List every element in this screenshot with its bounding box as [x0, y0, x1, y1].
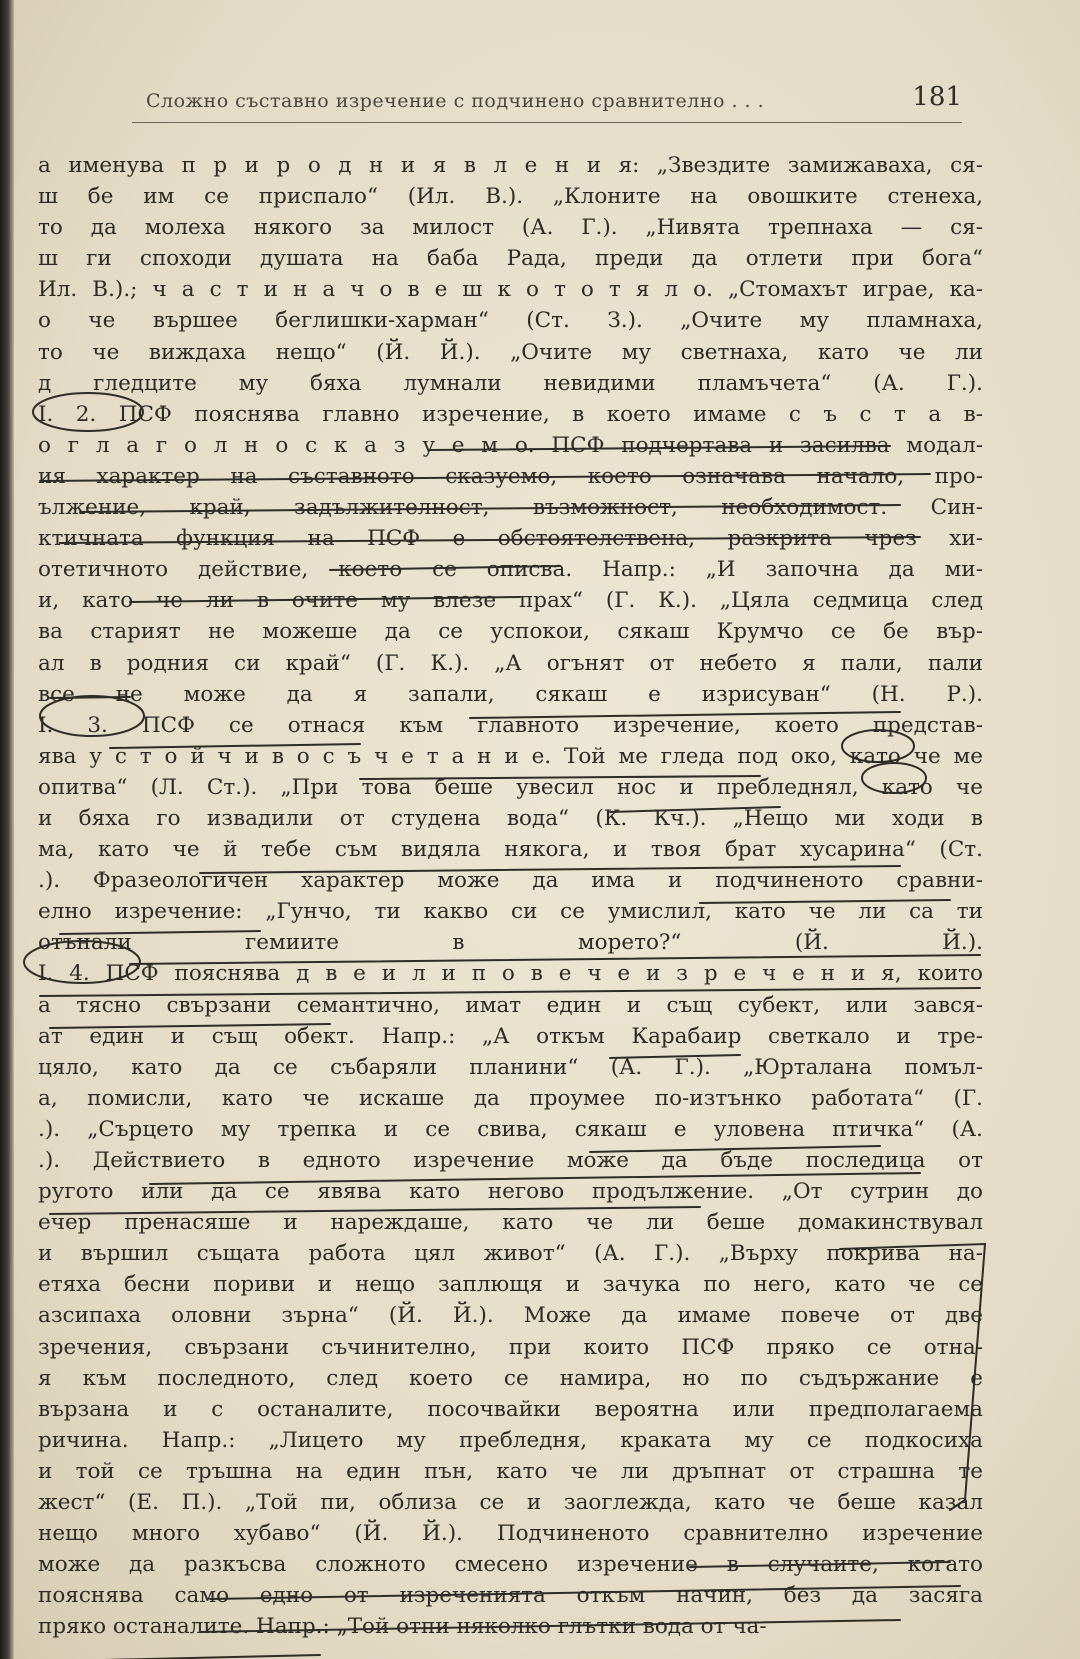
text-line: а тясно свързани семантично, имат един и същ субект, или зався- — [38, 992, 983, 1018]
text-line: I. 3. ПСФ се отнася към главното изречение, което представ- — [38, 712, 983, 738]
text-line: а, помисли, като че искаше да проумее по-изтънко работата“ (Г. — [38, 1085, 983, 1111]
text-line: все не може да я запали, сякаш е изрисуван“ (Н. Р.). — [38, 681, 983, 707]
text-line: ява у с т о й ч и в о с ъ ч е т а н и е. Той ме гледа под око, като че ме — [38, 743, 983, 769]
text-line: нещо много хубаво“ (Й. Й.). Подчиненото сравнително изречение — [38, 1521, 983, 1547]
text-line: I. 2. ПСФ пояснява главно изречение, в което имаме с ъ с т а в- — [38, 401, 983, 427]
text-line: етяха бесни пориви и нещо заплющя и зачука по него, като че се — [38, 1272, 983, 1298]
text-line: пряко останалите. Напр.: „Той отпи няколко глътки вода от ча- — [38, 1614, 767, 1640]
text-line: и вършил същата работа цял живот“ (А. Г.). „Върху покрива на- — [38, 1241, 983, 1267]
text-line: азсипаха оловни зърна“ (Й. Й.). Може да имаме повече от две — [38, 1303, 983, 1329]
text-line: Ил. В.).; ч а с т и н а ч о в е ш к о т о т я л о. „Стомахът играе, ка- — [38, 277, 983, 303]
text-line: я към последното, след което се намира, но по съдържание е — [38, 1365, 983, 1391]
text-line: ш ги споходи душата на баба Рада, преди да отлети при бога“ — [38, 246, 983, 272]
book-binding-shadow — [0, 0, 14, 1659]
text-line: и той се тръшна на един пън, като че ли дръпнат от страшна те — [38, 1458, 983, 1484]
text-line: вързана и с останалите, посочвайки вероятна или предполагаема — [38, 1396, 983, 1422]
text-line: ктичната функция на ПСФ е обстоятелствена, разкрита чрез хи- — [38, 526, 983, 552]
text-line: ругото или да се явява като негово продължение. „От сутрин до — [38, 1179, 983, 1205]
text-line: елно изречение: „Гунчо, ти какво си се умислил, като че ли са ти — [38, 899, 983, 925]
text-line: пояснява само едно от изреченията откъм начин, без да засяга — [38, 1583, 983, 1609]
running-title: Сложно съставно изречение с подчинено сравнително . . . — [146, 90, 765, 112]
body-text — [38, 150, 983, 1643]
text-line: цяло, като да се събаряли планини“ (А. Г.). „Юрталана помъл- — [38, 1054, 983, 1080]
text-line: ш бе им се приспало“ (Ил. В.). „Клоните на овошките стенеха, — [38, 184, 983, 210]
text-line: ечер пренасяше и нареждаше, като че ли беше домакинствувал — [38, 1210, 983, 1236]
text-line: I. 4. ПСФ пояснява д в е и л и п о в е ч е и з р е ч е н и я, които — [38, 961, 983, 987]
text-line: ължение, край, задължителност, възможност, необходимост. Син- — [38, 495, 983, 521]
text-line: д гледците му бяха лумнали невидими пламъчета“ (А. Г.). — [38, 370, 983, 396]
text-line: ва старият не можеше да се успокои, сякаш Крумчо се бе вър- — [38, 619, 983, 645]
text-line: о г л а г о л н о с к а з у е м о. ПСФ подчертава и засилва модал- — [38, 432, 983, 458]
text-line: отетичното действие, което се описва. Напр.: „И започна да ми- — [38, 557, 983, 583]
text-line: ия характер на съставното сказуемо, което означава начало, про- — [38, 463, 983, 489]
text-line: то че виждаха нещо“ (Й. Й.). „Очите му светнаха, като че ли — [38, 339, 983, 365]
text-line: отънали гемиите в морето?“ (Й. Й.). — [38, 930, 983, 956]
text-line: о че вършее беглишки-харман“ (Ст. З.). „Очите му пламнаха, — [38, 308, 983, 334]
text-line: ат един и същ обект. Напр.: „А откъм Карабаир светкало и тре- — [38, 1023, 983, 1049]
text-line: ма, като че й тебе съм видяла някога, и твоя брат хусарина“ (Ст. — [38, 837, 983, 863]
text-line: .). „Сърцето му трепка и се свива, сякаш е уловена птичка“ (А. — [38, 1116, 983, 1142]
text-line: ричина. Напр.: „Лицето му пребледня, краката му се подкосиха — [38, 1427, 983, 1453]
text-line: а именува п р и р о д н и я в л е н и я: „Звездите замижаваха, ся- — [38, 153, 983, 178]
text-line: .). Действието в едното изречение може да бъде последица от — [38, 1148, 983, 1173]
text-line: ал в родния си край“ (Г. К.). „А огънят от небето я пали, пали — [38, 650, 983, 676]
text-line: .). Фразеологичен характер може да има и подчиненото сравни- — [38, 868, 983, 894]
text-line: то да молеха някого за милост (А. Г.). „Нивята трепнаха — ся- — [38, 215, 983, 241]
text-line: жест“ (Е. П.). „Той пи, облиза се и заоглежда, като че беше казал — [38, 1490, 983, 1516]
page-header — [132, 82, 962, 123]
text-line: зречения, свързани съчинително, при които ПСФ пряко се отна- — [38, 1334, 983, 1360]
text-line: опитва“ (Л. Ст.). „При това беше увесил нос и пребледнял, като че — [38, 774, 983, 800]
page-number: 181 — [912, 82, 962, 112]
book-page — [14, 0, 1080, 1659]
text-line: и бяха го извадили от студена вода“ (К. Кч.). „Нещо ми ходи в — [38, 805, 983, 831]
text-line: може да разкъсва сложното смесено изречение в случаите, когато — [38, 1552, 983, 1578]
text-line: и, като че ли в очите му влезе прах“ (Г. К.). „Цяла седмица след — [38, 588, 983, 614]
